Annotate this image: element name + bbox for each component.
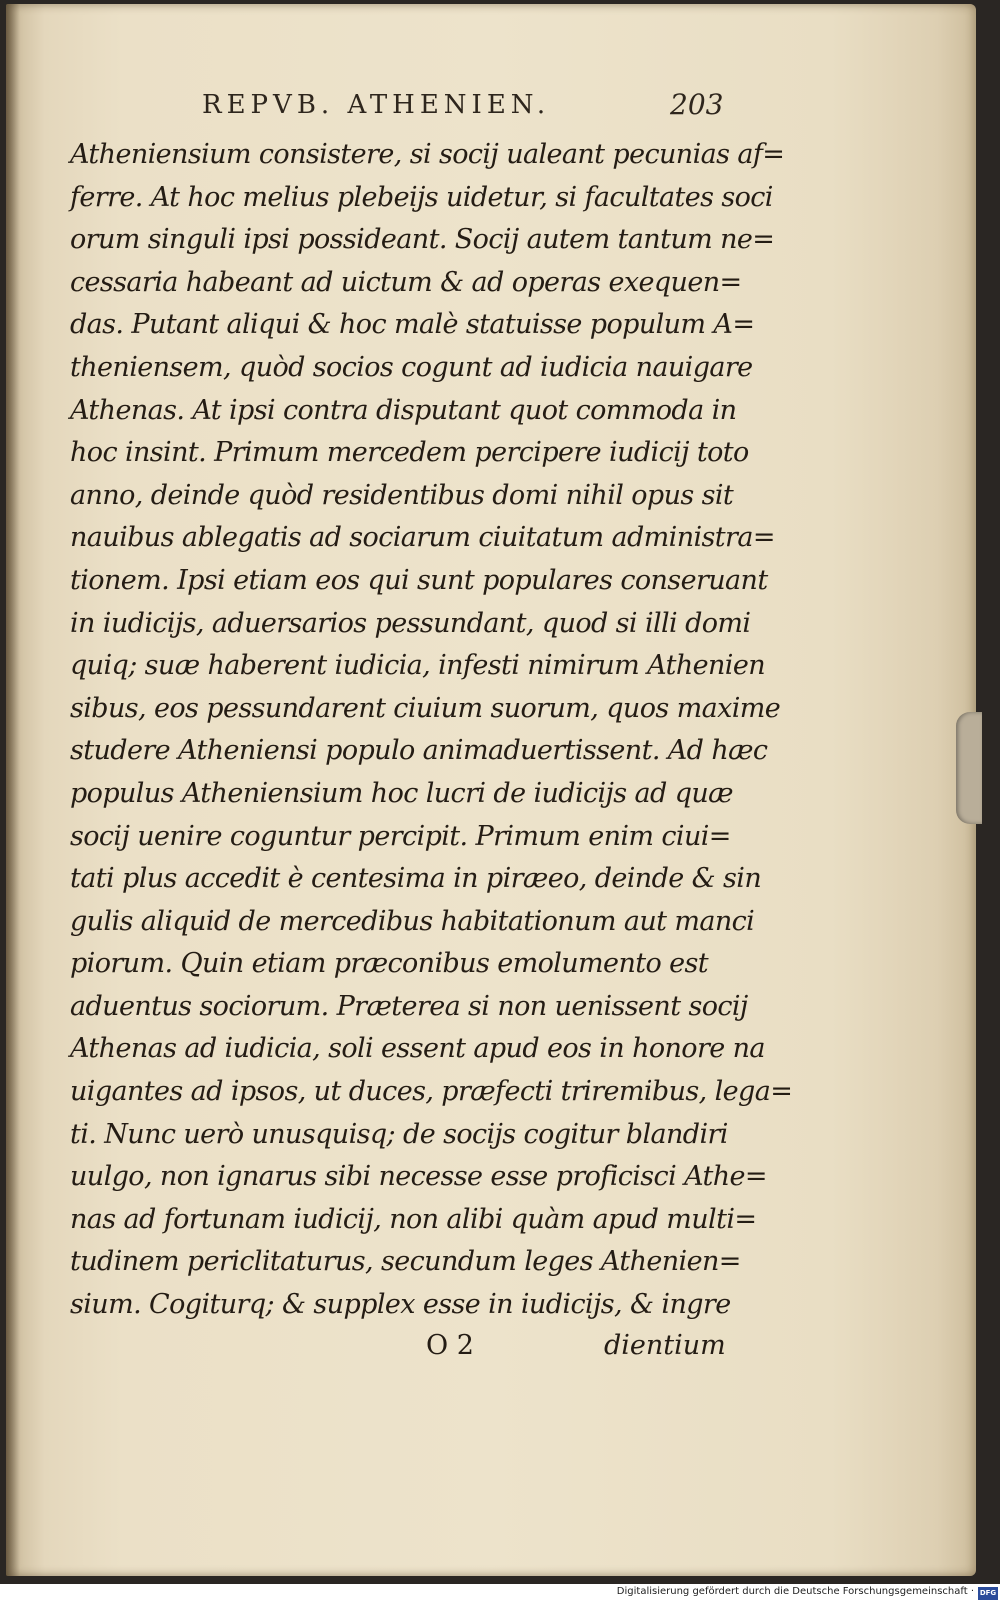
text-line: sium. Cogiturq; & supplex esse in iudicijs, & ingre bbox=[70, 1289, 731, 1321]
text-line: ti. Nunc uerò unusquisq; de socijs cogitur blandiri bbox=[70, 1118, 728, 1150]
text-line: Athenas ad iudicia, soli essent apud eos in honore na bbox=[70, 1033, 765, 1065]
signature-mark: O 2 bbox=[426, 1330, 474, 1361]
text-line: tati plus accedit è centesima in piræeo, deinde & sin bbox=[70, 863, 762, 895]
text-line: theniensem, quòd socios cogunt ad iudicia nauigare bbox=[70, 351, 753, 383]
text-line: cessaria habeant ad uictum & ad operas exequen= bbox=[70, 266, 742, 298]
text-line: tionem. Ipsi etiam eos qui sunt populares conseruant bbox=[70, 564, 768, 596]
funding-credit: Digitalisierung gefördert durch die Deutsche Forschungsgemeinschaft · bbox=[616, 1586, 974, 1597]
footer-bar bbox=[0, 1584, 1000, 1604]
running-head-title: REPVB. ATHENIEN. bbox=[202, 90, 551, 120]
text-line: hoc insint. Primum mercedem percipere iudicij toto bbox=[70, 437, 749, 469]
text-line: socij uenire coguntur percipit. Primum enim ciui= bbox=[70, 820, 731, 852]
catchword: dientium bbox=[604, 1330, 726, 1361]
text-line: ferre. At hoc melius plebeijs uidetur, si facultates soci bbox=[70, 181, 773, 213]
text-line: in iudicijs, aduersarios pessundant, quod si illi domi bbox=[70, 607, 751, 639]
dfg-logo-icon: DFG bbox=[978, 1587, 998, 1600]
text-line: uigantes ad ipsos, ut duces, præfecti triremibus, lega= bbox=[70, 1076, 793, 1108]
text-line: nauibus ablegatis ad sociarum ciuitatum administra= bbox=[70, 522, 775, 554]
gutter-shadow bbox=[6, 4, 20, 1576]
running-head bbox=[6, 90, 976, 124]
text-line: Atheniensium consistere, si socij ualeant pecunias af= bbox=[70, 139, 785, 170]
text-line: orum singuli ipsi possideant. Socij autem tantum ne= bbox=[70, 224, 775, 256]
page-number: 203 bbox=[670, 88, 724, 121]
text-line: tudinem periclitaturus, secundum leges Athenien= bbox=[70, 1246, 741, 1278]
text-line: nas ad fortunam iudicij, non alibi quàm apud multi= bbox=[70, 1203, 757, 1235]
body-text bbox=[70, 134, 793, 1327]
text-line: sibus, eos pessundarent ciuium suorum, quos maxime bbox=[70, 692, 781, 724]
text-line: uulgo, non ignarus sibi necesse esse proficisci Athe= bbox=[70, 1161, 767, 1193]
text-line: piorum. Quin etiam præconibus emolumento est bbox=[70, 948, 709, 980]
book-page bbox=[6, 4, 976, 1576]
text-line: Athenas. At ipsi contra disputant quot commoda in bbox=[70, 394, 737, 426]
page-edge-tab bbox=[956, 712, 982, 824]
text-line: aduentus sociorum. Præterea si non uenissent socij bbox=[70, 990, 748, 1022]
text-line: quiq; suæ haberent iudicia, infesti nimirum Athenien bbox=[70, 650, 765, 682]
text-line: populus Atheniensium hoc lucri de iudicijs ad quæ bbox=[70, 777, 733, 809]
text-line: studere Atheniensi populo animaduertissent. Ad hæc bbox=[70, 735, 768, 767]
text-line: gulis aliquid de mercedibus habitationum aut manci bbox=[70, 905, 755, 937]
text-line: das. Putant aliqui & hoc malè statuisse populum A= bbox=[70, 309, 755, 341]
text-line: anno, deinde quòd residentibus domi nihil opus sit bbox=[70, 479, 734, 511]
